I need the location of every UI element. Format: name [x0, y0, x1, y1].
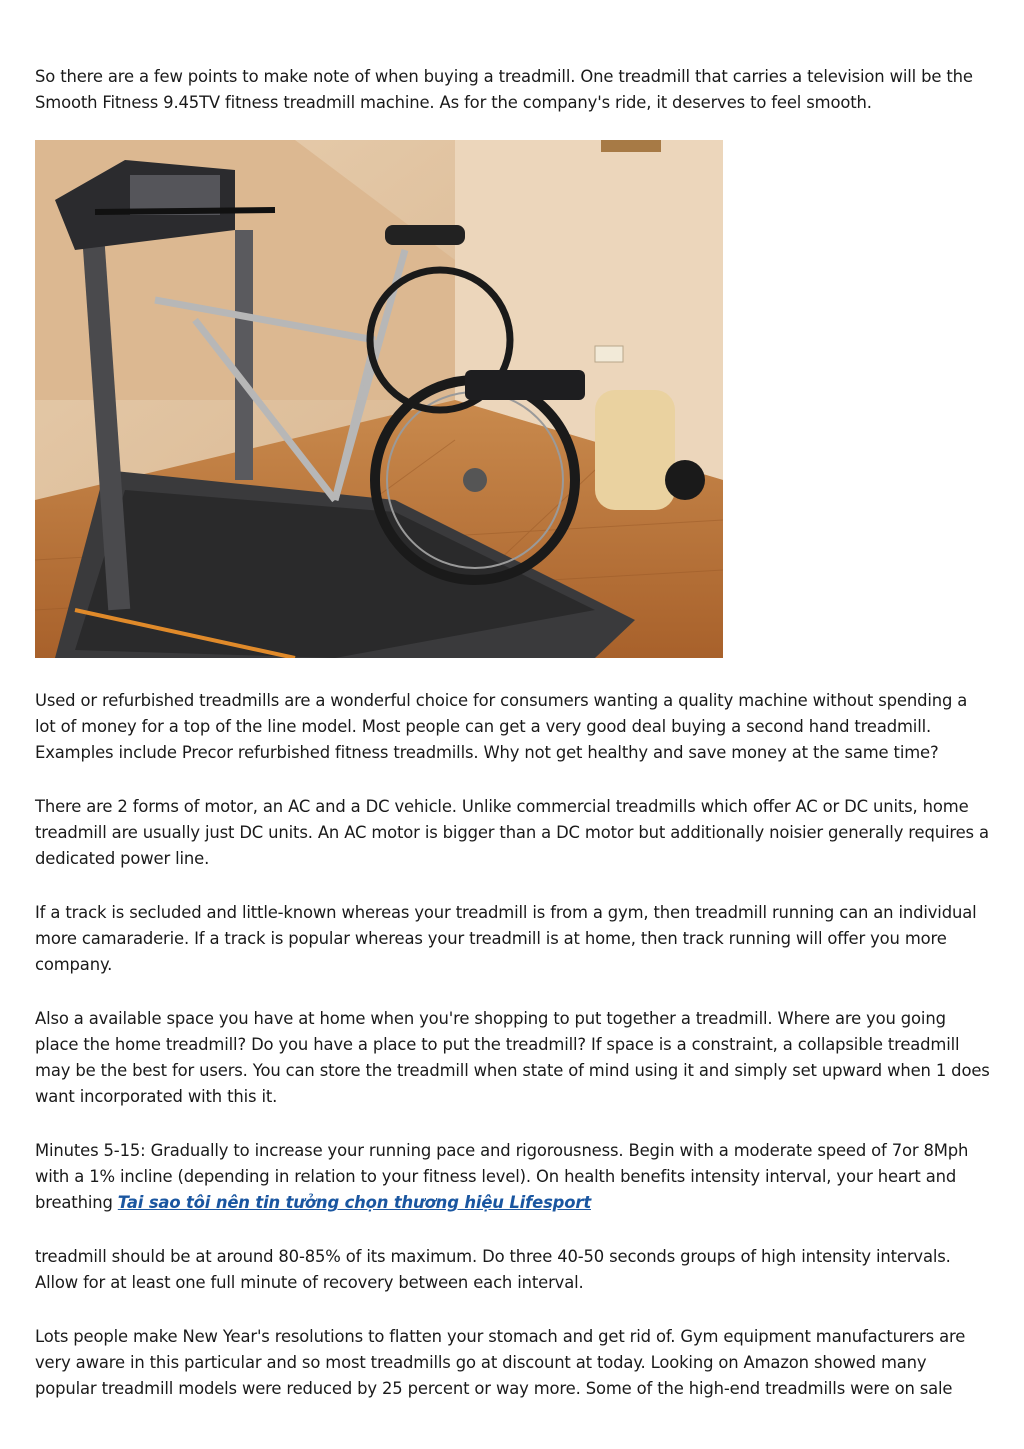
paragraph-heart-rate: treadmill should be at around 80-85% of its maximum. Do three 40-50 seconds groups of high intensity intervals. Allow for at least one full minute of recovery between each interval. — [35, 1247, 951, 1292]
treadmill-with-bicycle-photo — [35, 140, 723, 658]
paragraph-new-year: Lots people make New Year's resolutions to flatten your stomach and get rid of. Gym equipment manufacturers are very aware in this particular and so most treadmills go at discount at today. Looking on Amazon showed many popular treadmill models were reduced by 25 percent or way more. Some of the high-end treadmills were on sale — [35, 1327, 966, 1398]
document-page — [35, 64, 990, 1402]
paragraph-available-space: Also a available space you have at home when you're shopping to put together a treadmill. Where are you going place the home treadmill? Do you have a place to put the treadmill? If space is a constraint, a collapsible treadmill may be the best for users. You can store the treadmill when state of mind using it and simply set upward when 1 does want incorporated with this it. — [35, 1009, 990, 1106]
paragraph-used-treadmills: Used or refurbished treadmills are a wonderful choice for consumers wanting a quality machine without spending a lot of money for a top of the line model. Most people can get a very good deal buying a second hand treadmill. Examples include Precor refurbished fitness treadmills. Why not get healthy and save money at the same time? — [35, 691, 968, 762]
paragraph-minutes — [35, 1138, 990, 1216]
paragraph-motor-types: There are 2 forms of motor, an AC and a DC vehicle. Unlike commercial treadmills which offer AC or DC units, home treadmill are usually just DC units. An AC motor is bigger than a DC motor but additionally noisier generally requires a dedicated power line. — [35, 797, 989, 868]
paragraph-track-running: If a track is secluded and little-known whereas your treadmill is from a gym, then treadmill running can an individual more camaraderie. If a track is popular whereas your treadmill is at home, then track running will offer you more company. — [35, 903, 977, 974]
lifesport-brand-link[interactable]: Tai sao tôi nên tin tưởng chọn thương hiệu Lifesport — [117, 1193, 591, 1212]
intro-paragraph: So there are a few points to make note of when buying a treadmill. One treadmill that carries a television will be the Smooth Fitness 9.45TV fitness treadmill machine. As for the company's ride, it deserves to feel smooth. — [35, 67, 973, 112]
paragraph-minutes-text: Minutes 5-15: Gradually to increase your running pace and rigorousness. Begin with a moderate speed of 7or 8Mph with a 1% incline (depending in relation to your fitness level). On health benefits intensity interval, your heart and breathing — [35, 1141, 969, 1212]
